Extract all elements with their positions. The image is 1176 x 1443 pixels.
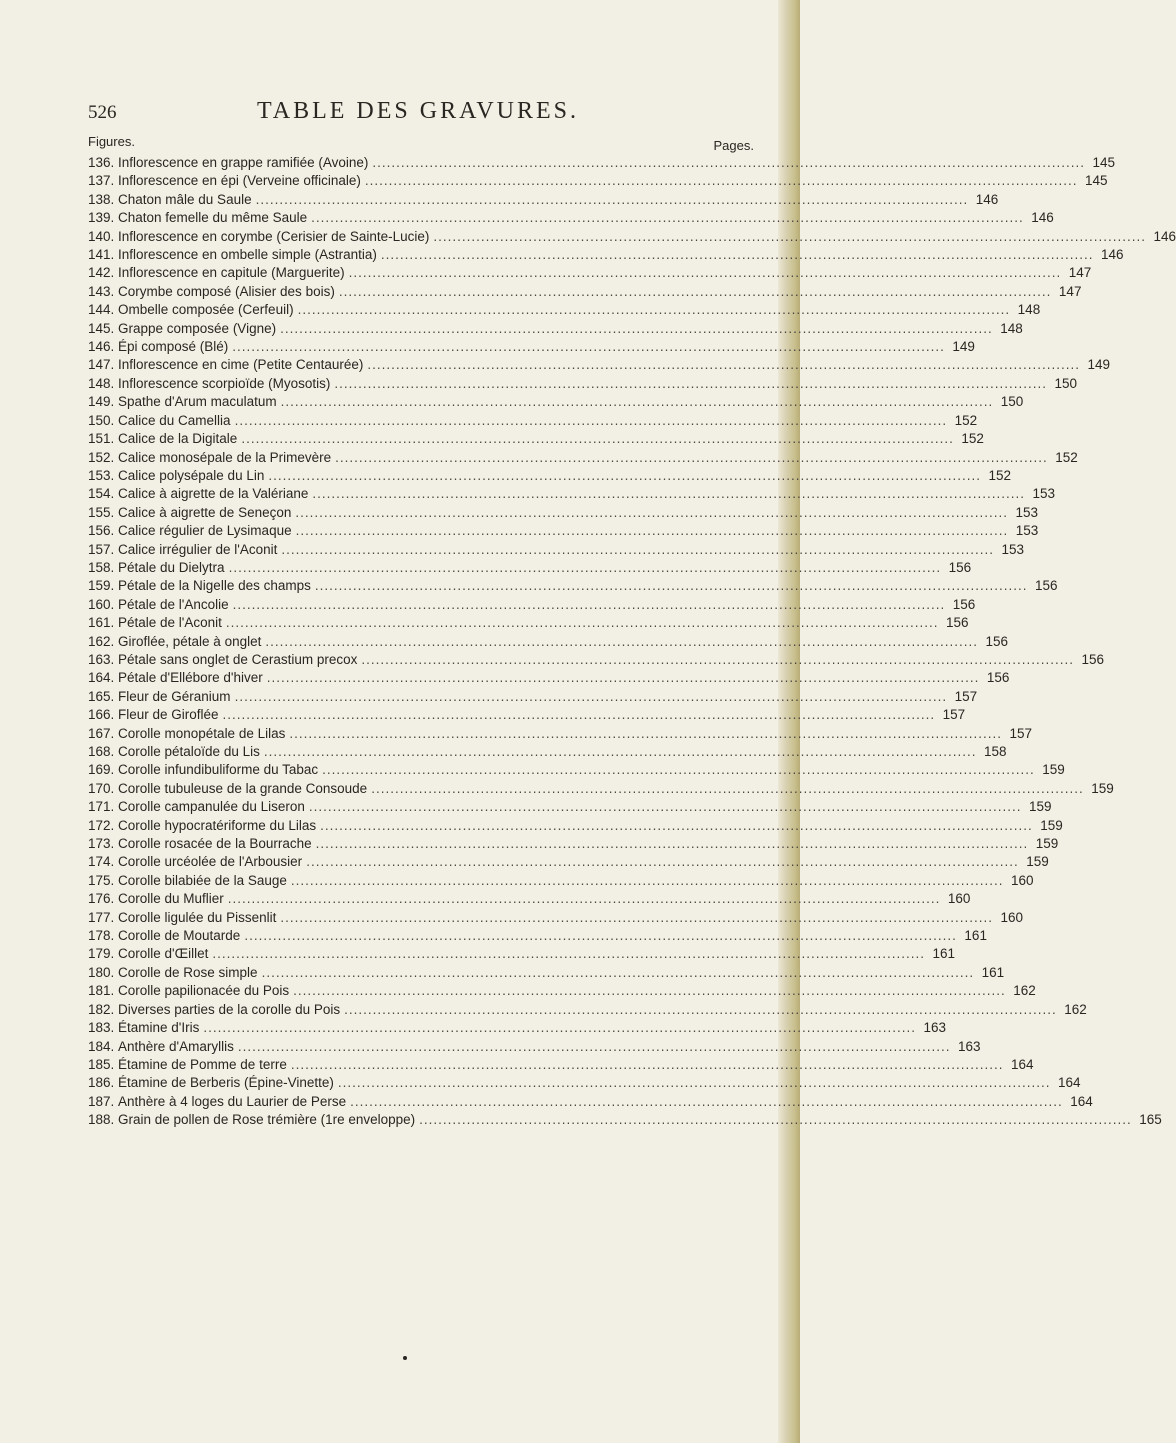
figure-title: Calice à aigrette de Seneçon	[118, 504, 292, 520]
figure-page: 156	[986, 670, 1010, 686]
figure-title: Inflorescence en corymbe (Cerisier de Sainte-Lucie)	[118, 228, 430, 244]
figure-page: 146	[1031, 210, 1054, 226]
dot-leader	[203, 1019, 916, 1037]
dot-leader	[344, 1001, 1057, 1019]
figure-title: Grappe composée (Vigne)	[118, 320, 277, 336]
figure-entry	[88, 1001, 1087, 1019]
dot-leader	[281, 541, 994, 559]
figure-page: 157	[942, 707, 966, 723]
figure-title: Calice de la Digitale	[118, 431, 238, 447]
figure-page: 164	[1057, 1075, 1081, 1091]
dot-leader	[309, 798, 1022, 816]
figure-entry	[88, 209, 1054, 227]
dot-leader	[280, 909, 993, 927]
dot-leader	[381, 246, 1094, 264]
figure-number: 186.	[88, 1075, 115, 1091]
dot-leader	[295, 504, 1008, 522]
figure-entry	[88, 761, 1065, 779]
dot-leader	[291, 1056, 1004, 1074]
dot-leader	[322, 761, 1035, 779]
figure-entry	[88, 449, 1078, 467]
figure-number: 167.	[88, 725, 115, 741]
figure-page: 150	[1054, 375, 1077, 391]
figure-entry	[88, 228, 1176, 246]
figure-entry	[88, 375, 1077, 393]
figure-number: 139.	[88, 210, 115, 226]
figure-page: 159	[1042, 762, 1065, 778]
figure-entry	[88, 890, 971, 908]
dot-leader	[296, 522, 1009, 540]
dot-leader	[226, 614, 939, 632]
figure-page: 148	[1000, 320, 1023, 336]
figure-number: 187.	[88, 1093, 115, 1109]
figure-page: 146	[1153, 228, 1176, 244]
dot-leader	[367, 356, 1080, 374]
dot-leader	[419, 1111, 1132, 1129]
figure-entry	[88, 1056, 1034, 1074]
dot-leader	[350, 1093, 1063, 1111]
figure-number: 138.	[88, 191, 115, 207]
figure-title: Corolle du Muflier	[118, 891, 224, 907]
figure-title: Calice irrégulier de l'Aconit	[118, 541, 278, 557]
figure-number: 166.	[88, 707, 115, 723]
figure-page: 159	[1091, 780, 1114, 796]
figure-entry	[88, 1038, 981, 1056]
figure-title: Pétale de l'Ancolie	[118, 596, 229, 612]
figure-number: 152.	[88, 449, 115, 465]
figure-entry	[88, 743, 1007, 761]
figure-number: 148.	[88, 375, 115, 391]
dot-leader	[289, 725, 1002, 743]
dot-leader	[235, 412, 948, 430]
figure-title: Chaton mâle du Saule	[118, 191, 252, 207]
figure-number: 146.	[88, 339, 115, 355]
figure-number: 144.	[88, 302, 115, 318]
figure-entry	[88, 393, 1024, 411]
figure-page: 164	[1070, 1093, 1093, 1109]
dot-leader	[371, 780, 1084, 798]
figure-number: 174.	[88, 854, 115, 870]
dot-leader	[280, 320, 993, 338]
figure-number: 180.	[88, 964, 115, 980]
figure-entry	[88, 246, 1124, 264]
figure-number: 147.	[88, 357, 115, 373]
figure-entry	[88, 191, 999, 209]
figure-entry	[88, 633, 1008, 651]
figure-page: 156	[1034, 578, 1058, 594]
figure-title: Diverses parties de la corolle du Pois	[118, 1001, 341, 1017]
figure-page: 165	[1139, 1112, 1162, 1128]
dot-leader	[267, 669, 980, 687]
figure-page: 150	[1000, 394, 1024, 410]
figure-page: 146	[1100, 247, 1124, 263]
figure-title: Corolle ligulée du Pissenlit	[118, 909, 277, 925]
figure-title: Corolle pétaloïde du Lis	[118, 744, 260, 759]
figure-page: 153	[1015, 523, 1039, 539]
figure-title: Ombelle composée (Cerfeuil)	[118, 302, 294, 318]
dot-leader	[212, 945, 925, 963]
figure-title: Corolle hypocratériforme du Lilas	[118, 817, 317, 833]
figure-page: 149	[1087, 357, 1110, 373]
figure-title: Corolle infundibuliforme du Tabac	[118, 762, 319, 778]
figure-entry	[88, 614, 969, 632]
figure-number: 137.	[88, 173, 115, 189]
figure-entry	[88, 320, 1023, 338]
figure-number: 181.	[88, 983, 115, 999]
figure-title: Pétale de l'Aconit	[118, 615, 222, 631]
figure-number: 154.	[88, 486, 115, 502]
figure-page: 161	[932, 946, 955, 962]
figure-page: 162	[1064, 1001, 1087, 1017]
figure-page: 159	[1035, 836, 1059, 852]
figure-page: 160	[1010, 872, 1034, 888]
dot-leader	[339, 283, 1052, 301]
figure-page: 159	[1040, 817, 1063, 833]
figure-entry	[88, 909, 1023, 927]
figure-page: 159	[1026, 854, 1049, 870]
dot-leader	[264, 743, 977, 761]
figure-entry	[88, 338, 975, 356]
figure-number: 177.	[88, 909, 115, 925]
figure-title: Pétale de la Nigelle des champs	[118, 578, 311, 594]
figure-title: Corolle bilabiée de la Sauge	[118, 872, 287, 888]
figure-title: Corolle d'Œillet	[118, 946, 209, 962]
figure-entry	[88, 485, 1055, 503]
figure-page: 156	[946, 615, 969, 631]
pages-heading: Pages.	[713, 138, 754, 153]
figure-title: Inflorescence en grappe ramifiée (Avoine)	[118, 155, 369, 170]
figure-number: 178.	[88, 928, 115, 944]
figure-number: 140.	[88, 228, 115, 244]
dot-leader	[312, 485, 1025, 503]
dot-leader	[228, 890, 941, 908]
figure-number: 150.	[88, 412, 115, 428]
figure-number: 153.	[88, 467, 115, 483]
figure-entry	[88, 412, 978, 430]
figure-title: Étamine de Pomme de terre	[118, 1056, 287, 1072]
figure-entry	[88, 945, 955, 963]
dot-leader	[262, 964, 975, 982]
figure-title: Calice à aigrette de la Valériane	[118, 486, 309, 502]
running-title: TABLE DES GRAVURES.	[257, 98, 579, 124]
dot-leader	[298, 301, 1011, 319]
figure-title: Chaton femelle du même Saule	[118, 210, 308, 226]
dot-leader	[349, 264, 1062, 282]
figure-number: 173.	[88, 836, 115, 852]
figure-number: 149.	[88, 394, 115, 410]
dot-leader	[238, 1038, 951, 1056]
figure-title: Calice polysépale du Lin	[118, 467, 265, 483]
dot-leader	[315, 577, 1028, 595]
figure-entry	[88, 154, 1116, 172]
dot-leader	[335, 449, 1048, 467]
figure-entry	[88, 964, 1005, 982]
figure-title: Corolle rosacée de la Bourrache	[118, 836, 312, 852]
figure-title: Anthère d'Amaryllis	[118, 1038, 234, 1054]
figure-entry	[88, 467, 1011, 485]
figure-page: 162	[1013, 983, 1036, 999]
dot-leader	[256, 191, 969, 209]
figure-page: 158	[983, 744, 1007, 759]
figure-page: 145	[1085, 173, 1108, 189]
dot-leader	[372, 154, 1085, 172]
figure-number: 145.	[88, 320, 115, 336]
figure-number: 159.	[88, 578, 115, 594]
figure-number: 163.	[88, 651, 115, 667]
dot-leader	[281, 393, 994, 411]
figure-number: 172.	[88, 817, 115, 833]
figure-page: 146	[975, 191, 999, 207]
figure-entry	[88, 798, 1052, 816]
figure-entry	[88, 264, 1092, 282]
figures-heading: Figures.	[88, 134, 135, 149]
figure-entry	[88, 1019, 946, 1037]
dot-leader	[233, 596, 946, 614]
figure-title: Corolle urcéolée de l'Arbousier	[118, 854, 303, 870]
figure-title: Fleur de Géranium	[118, 688, 231, 704]
figure-page: 156	[1081, 651, 1105, 667]
figure-title: Anthère à 4 loges du Laurier de Perse	[118, 1093, 347, 1109]
dot-leader	[338, 1074, 1051, 1092]
figure-page: 156	[985, 633, 1008, 649]
figure-entry	[88, 541, 1025, 559]
figure-entry	[88, 817, 1063, 835]
figure-entry	[88, 706, 966, 724]
figure-entry	[88, 982, 1036, 1000]
figure-title: Calice du Camellia	[118, 412, 231, 428]
figure-number: 182.	[88, 1001, 115, 1017]
figure-title: Inflorescence scorpioïde (Myosotis)	[118, 375, 331, 391]
figure-number: 175.	[88, 872, 115, 888]
figure-number: 156.	[88, 523, 115, 539]
figure-page: 161	[964, 928, 987, 944]
dot-leader	[223, 706, 936, 724]
figure-number: 168.	[88, 744, 115, 759]
figure-page: 152	[954, 412, 978, 428]
figure-page: 156	[952, 596, 976, 612]
figure-title: Inflorescence en épi (Verveine officinale)	[118, 173, 361, 189]
dot-leader	[268, 467, 981, 485]
figure-number: 155.	[88, 504, 115, 520]
figure-list	[88, 154, 1176, 1130]
figure-number: 161.	[88, 615, 115, 631]
figure-page: 163	[923, 1020, 946, 1036]
figure-title: Corolle monopétale de Lilas	[118, 725, 286, 741]
page-number: 526	[88, 102, 117, 123]
figure-title: Fleur de Giroflée	[118, 707, 219, 723]
figure-page: 152	[961, 431, 984, 447]
figure-number: 142.	[88, 265, 115, 281]
figure-entry	[88, 172, 1108, 190]
figure-title: Pétale sans onglet de Cerastium precox	[118, 651, 358, 667]
figure-page: 152	[1055, 449, 1078, 465]
figure-number: 162.	[88, 633, 115, 649]
dot-leader	[291, 872, 1004, 890]
figure-title: Calice monosépale de la Primevère	[118, 449, 332, 465]
figure-entry	[88, 430, 984, 448]
printer-mark	[403, 1356, 407, 1360]
figure-entry	[88, 356, 1110, 374]
figure-page: 149	[952, 339, 975, 355]
figure-page: 152	[988, 467, 1011, 483]
page-header	[88, 98, 748, 132]
figure-title: Inflorescence en capitule (Marguerite)	[118, 265, 345, 281]
figure-page: 157	[954, 688, 978, 704]
figure-page: 159	[1028, 799, 1052, 815]
figure-entry	[88, 1074, 1081, 1092]
figure-title: Pétale d'Ellébore d'hiver	[118, 670, 263, 686]
figure-title: Corolle papilionacée du Pois	[118, 983, 290, 999]
figure-title: Grain de pollen de Rose trémière (1re enveloppe)	[118, 1112, 416, 1128]
figure-page: 153	[1001, 541, 1025, 557]
dot-leader	[361, 651, 1074, 669]
figure-number: 176.	[88, 891, 115, 907]
dot-leader	[334, 375, 1047, 393]
dot-leader	[244, 927, 957, 945]
figure-entry	[88, 504, 1038, 522]
figure-number: 151.	[88, 431, 115, 447]
figure-page: 153	[1032, 486, 1055, 502]
figure-entry	[88, 780, 1114, 798]
figure-page: 147	[1068, 265, 1092, 281]
dot-leader	[235, 688, 948, 706]
figure-number: 188.	[88, 1112, 115, 1128]
figure-title: Corolle campanulée du Liseron	[118, 799, 305, 815]
figure-title: Giroflée, pétale à onglet	[118, 633, 262, 649]
figure-entry	[88, 1093, 1093, 1111]
figure-title: Étamine d'Iris	[118, 1020, 200, 1036]
figure-page: 164	[1010, 1056, 1034, 1072]
figure-page: 156	[948, 559, 972, 575]
figure-number: 169.	[88, 762, 115, 778]
dot-leader	[316, 835, 1029, 853]
figure-entry	[88, 1111, 1162, 1129]
figure-number: 164.	[88, 670, 115, 686]
figure-number: 160.	[88, 596, 115, 612]
figure-page: 160	[1000, 909, 1023, 925]
dot-leader	[311, 209, 1024, 227]
figure-title: Épi composé (Blé)	[118, 339, 229, 355]
figure-entry	[88, 651, 1105, 669]
dot-leader	[293, 982, 1006, 1000]
figure-page: 163	[957, 1038, 981, 1054]
dot-leader	[365, 172, 1078, 190]
figure-number: 179.	[88, 946, 115, 962]
figure-number: 141.	[88, 247, 115, 263]
figure-number: 171.	[88, 799, 115, 815]
dot-leader	[229, 559, 942, 577]
figure-entry	[88, 669, 1010, 687]
figure-title: Étamine de Berberis (Épine-Vinette)	[118, 1075, 334, 1091]
dot-leader	[265, 633, 978, 651]
figure-page: 157	[1009, 725, 1032, 741]
figure-entry	[88, 835, 1059, 853]
figure-title: Spathe d'Arum maculatum	[118, 394, 277, 410]
figure-number: 136.	[88, 155, 115, 170]
figure-title: Corolle tubuleuse de la grande Consoude	[118, 780, 368, 796]
figure-title: Corolle de Moutarde	[118, 928, 241, 944]
figure-entry	[88, 301, 1041, 319]
figure-entry	[88, 283, 1082, 301]
figure-page: 153	[1015, 504, 1038, 520]
figure-title: Calice régulier de Lysimaque	[118, 523, 292, 539]
dot-leader	[433, 228, 1146, 246]
figure-page: 160	[947, 891, 971, 907]
figure-title: Corolle de Rose simple	[118, 964, 258, 980]
figure-entry	[88, 577, 1058, 595]
figure-number: 165.	[88, 688, 115, 704]
dot-leader	[306, 853, 1019, 871]
figure-number: 170.	[88, 780, 115, 796]
figure-entry	[88, 927, 987, 945]
figure-number: 184.	[88, 1038, 115, 1054]
figure-entry	[88, 853, 1049, 871]
dot-leader	[320, 817, 1033, 835]
figure-entry	[88, 688, 978, 706]
figure-number: 183.	[88, 1020, 115, 1036]
figure-title: Pétale du Dielytra	[118, 559, 225, 575]
figure-entry	[88, 725, 1032, 743]
dot-leader	[232, 338, 945, 356]
figure-title: Inflorescence en ombelle simple (Astrantia)	[118, 247, 377, 263]
figure-entry	[88, 872, 1034, 890]
figure-title: Corymbe composé (Alisier des bois)	[118, 283, 335, 299]
figure-page: 148	[1017, 302, 1041, 318]
figure-number: 157.	[88, 541, 115, 557]
figure-page: 145	[1092, 155, 1116, 170]
figure-number: 143.	[88, 283, 115, 299]
figure-page: 161	[981, 964, 1005, 980]
figure-entry	[88, 596, 976, 614]
figure-number: 158.	[88, 559, 115, 575]
figure-page: 147	[1058, 283, 1082, 299]
dot-leader	[241, 430, 954, 448]
figure-entry	[88, 522, 1039, 540]
figure-number: 185.	[88, 1056, 115, 1072]
figure-entry	[88, 559, 972, 577]
column-headings	[88, 134, 754, 156]
figure-title: Inflorescence en cime (Petite Centaurée)	[118, 357, 364, 373]
